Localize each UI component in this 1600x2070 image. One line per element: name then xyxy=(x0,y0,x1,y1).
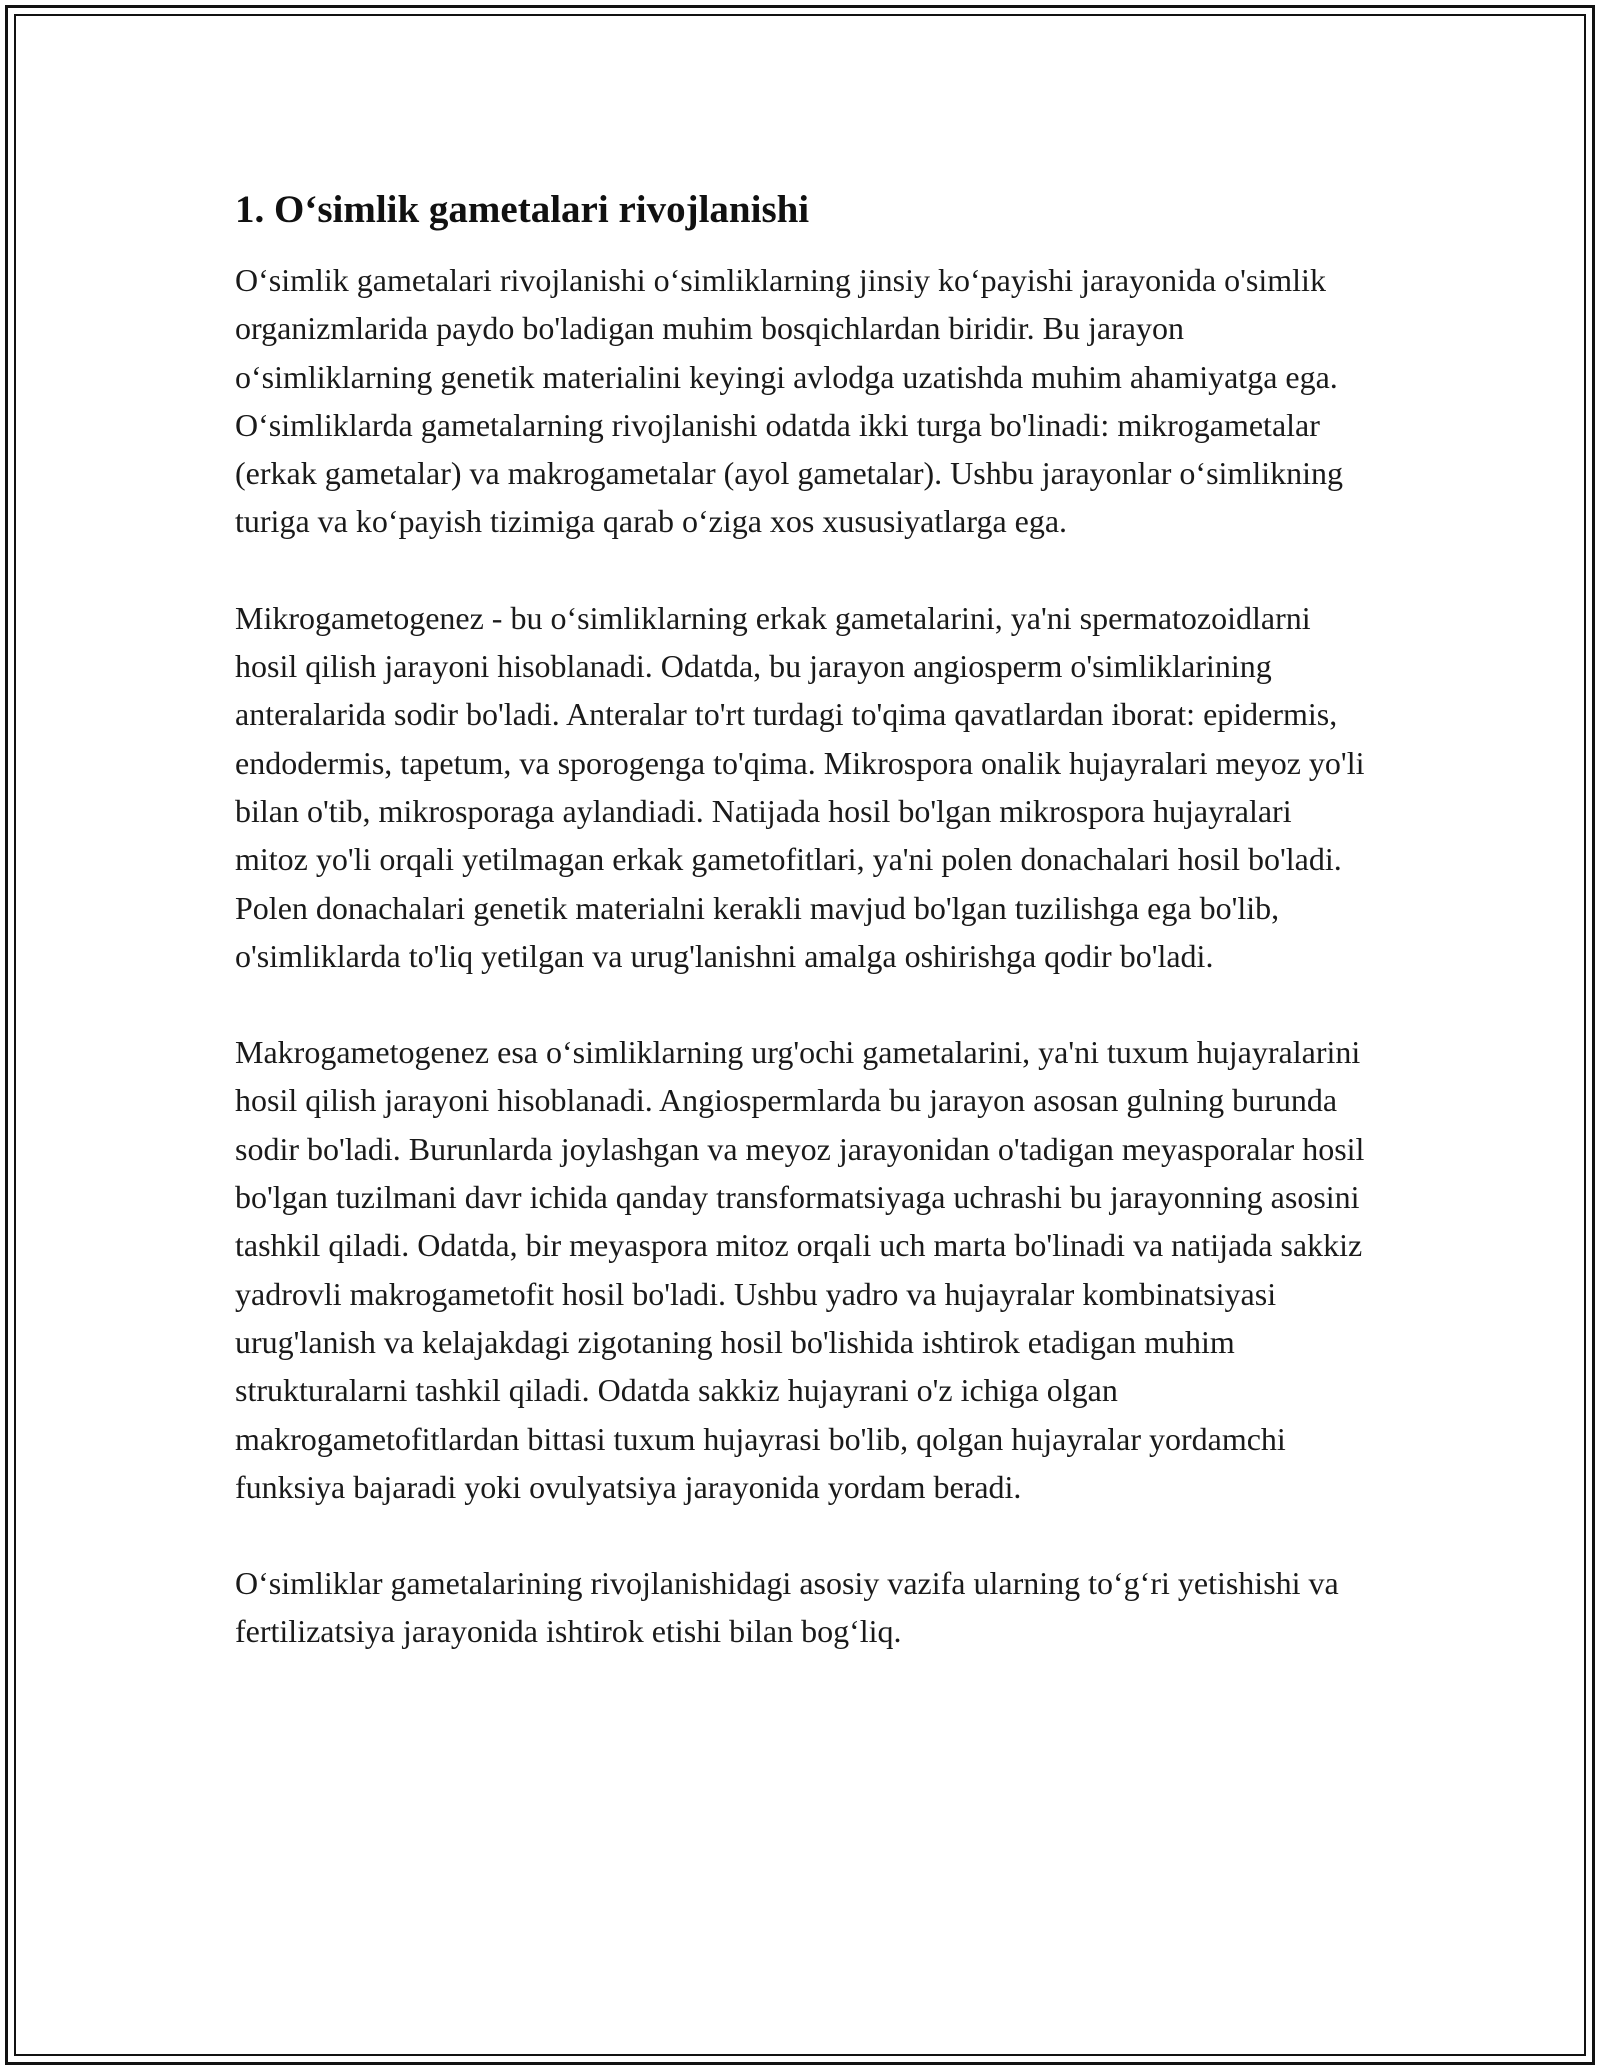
document-body xyxy=(235,186,1370,1656)
paragraph-macrogametogenesis: Makrogametogenez esa oʻsimliklarning urg'ochi gametalarini, ya'ni tuxum hujayralarini hosil qilish jarayoni hisoblanadi. Angiospermlarda bu jarayon asosan gulning burunda sodir bo'ladi. Burunlarda joylashgan va meyoz jarayonidan o'tadigan meyasporalar hosil bo'lgan tuzilmani davr ichida qanday transformatsiyaga uchrashi bu jarayonning asosini tashkil qiladi. Odatda, bir meyaspora mitoz orqali uch marta bo'linadi va natijada sakkiz yadrovli makrogametofit hosil bo'ladi. Ushbu yadro va hujayralar kombinatsiyasi urug'lanish va kelajakdagi zigotaning hosil bo'lishida ishtirok etadigan muhim strukturalarni tashkil qiladi. Odatda sakkiz hujayrani o'z ichiga olgan makrogametofitlardan bittasi tuxum hujayrasi bo'lib, qolgan hujayralar yordamchi funksiya bajaradi yoki ovulyatsiya jarayonida yordam beradi. xyxy=(235,1034,1365,1505)
paragraph-conclusion: Oʻsimliklar gametalarining rivojlanishidagi asosiy vazifa ularning toʻgʻri yetishishi va fertilizatsiya jarayonida ishtirok etishi bilan bogʻliq. xyxy=(235,1565,1339,1650)
section-heading: 1. Oʻsimlik gametalari rivojlanishi xyxy=(235,188,810,231)
paragraph-microgametogenesis: Mikrogametogenez - bu oʻsimliklarning erkak gametalarini, ya'ni spermatozoidlarni hosil qilish jarayoni hisoblanadi. Odatda, bu jarayon angiosperm o'simliklarining anteralarida sodir bo'ladi. Anteralar to'rt turdagi to'qima qavatlardan iborat: epidermis, endodermis, tapetum, va sporogenga to'qima. Mikrospora onalik hujayralari meyoz yo'li bilan o'tib, mikrosporaga aylandiadi. Natijada hosil bo'lgan mikrospora hujayralari mitoz yo'li orqali yetilmagan erkak gametofitlari, ya'ni polen donachalari hosil bo'ladi. Polen donachalari genetik materialni kerakli mavjud bo'lgan tuzilishga ega bo'lib, o'simliklarda to'liq yetilgan va urug'lanishni amalga oshirishga qodir bo'ladi. xyxy=(235,599,1365,974)
paragraph-gametes-intro: Oʻsimlik gametalari rivojlanishi oʻsimliklarning jinsiy koʻpayishi jarayonida o'simlik organizmlarida paydo bo'ladigan muhim bosqichlardan biridir. Bu jarayon oʻsimliklarning genetik materialini keyingi avlodga uzatishda muhim ahamiyatga ega. Oʻsimliklarda gametalarning rivojlanishi odatda ikki turga bo'linadi: mikrogametalar (erkak gametalar) va makrogametalar (ayol gametalar). Ushbu jarayonlar oʻsimlikning turiga va koʻpayish tizimiga qarab oʻziga xos xususiyatlarga ega. xyxy=(235,262,1343,540)
